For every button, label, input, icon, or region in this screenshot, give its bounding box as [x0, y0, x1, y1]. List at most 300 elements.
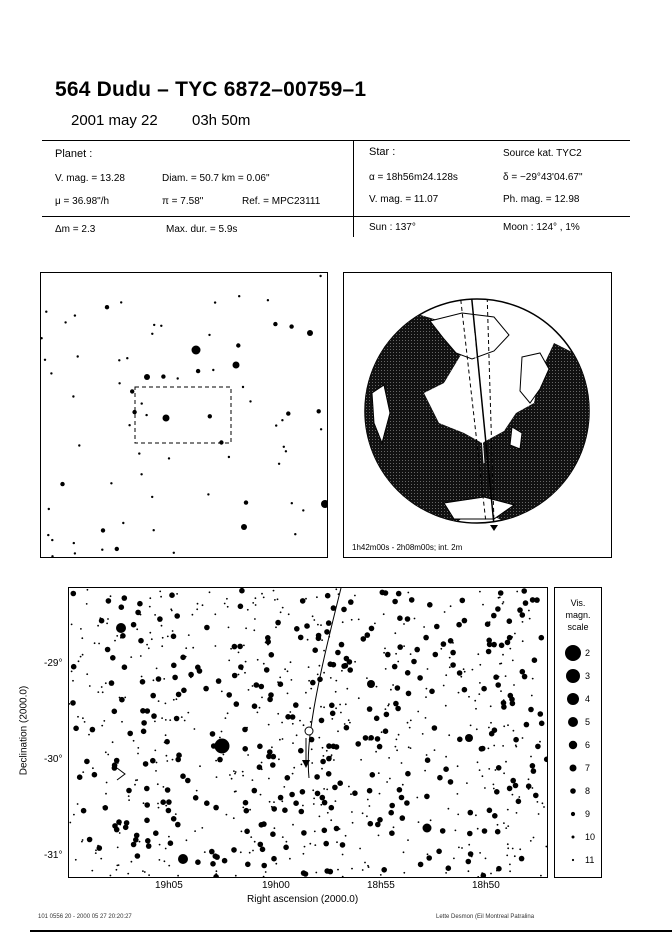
background-star [166, 799, 172, 805]
background-star [393, 826, 395, 828]
background-star [223, 754, 225, 756]
background-star [516, 799, 522, 805]
background-star [507, 809, 509, 811]
background-star [309, 843, 311, 845]
background-star [153, 830, 159, 836]
background-star [261, 762, 263, 764]
background-star [285, 775, 291, 781]
background-star [241, 831, 243, 833]
background-star [208, 414, 212, 418]
background-star [207, 493, 209, 495]
background-star [82, 654, 84, 656]
background-star [238, 664, 244, 670]
background-star [383, 728, 389, 734]
background-star [120, 301, 122, 303]
background-star [290, 661, 292, 663]
background-star [259, 707, 261, 709]
background-star [507, 618, 513, 624]
background-star [443, 766, 449, 772]
background-star [351, 811, 353, 813]
background-star [236, 343, 240, 347]
background-star [279, 677, 281, 679]
background-star [516, 812, 518, 814]
background-star [257, 659, 259, 661]
background-star [140, 614, 142, 616]
background-star [102, 691, 104, 693]
background-star [101, 725, 103, 727]
background-star [381, 867, 387, 873]
scale-dots [555, 588, 601, 877]
background-star [130, 389, 134, 393]
background-star [396, 591, 402, 597]
background-star [121, 721, 123, 723]
background-star [197, 603, 199, 605]
event-date: 2001 may 22 [71, 112, 158, 129]
background-star [528, 778, 530, 780]
background-star [271, 765, 273, 767]
background-star [294, 533, 296, 535]
background-star [308, 666, 310, 668]
background-star [392, 599, 398, 605]
background-star [263, 876, 265, 877]
background-star [141, 720, 147, 726]
background-star [518, 796, 520, 798]
background-star [395, 706, 401, 712]
background-star [221, 691, 223, 693]
background-star [422, 733, 424, 735]
background-star [496, 866, 502, 872]
background-star [331, 754, 333, 756]
background-star [475, 814, 477, 816]
background-star [352, 822, 354, 824]
background-star [202, 604, 204, 606]
background-star [374, 623, 376, 625]
background-star [213, 805, 219, 811]
globe-caption: 1h42m00s - 2h08m00s; int. 2m [352, 543, 463, 552]
background-star [417, 675, 423, 681]
background-star [177, 875, 179, 877]
background-star [317, 409, 321, 413]
background-star [397, 644, 403, 650]
background-star [226, 692, 232, 698]
background-star [244, 829, 250, 835]
scale-label: 8 [585, 786, 591, 796]
background-star [523, 600, 529, 606]
background-star [235, 875, 237, 877]
background-star [227, 606, 229, 608]
background-star [392, 664, 398, 670]
background-star [123, 825, 129, 831]
background-star [72, 680, 74, 682]
background-star [274, 827, 276, 829]
background-star [253, 629, 255, 631]
background-star [305, 598, 307, 600]
background-star [293, 702, 299, 708]
background-star [294, 626, 300, 632]
background-star [364, 862, 366, 864]
background-star [290, 714, 296, 720]
background-star [238, 674, 240, 676]
background-star [144, 786, 150, 792]
background-star [495, 769, 497, 771]
background-star [242, 746, 248, 752]
background-star [209, 591, 211, 593]
background-star [237, 644, 243, 650]
background-star [410, 653, 412, 655]
background-star [308, 626, 310, 628]
star-chart [68, 587, 548, 878]
background-star [383, 652, 385, 654]
background-star [457, 670, 463, 676]
background-star [443, 685, 445, 687]
background-star [388, 757, 390, 759]
background-star [159, 859, 161, 861]
background-star [398, 734, 400, 736]
background-star [268, 692, 274, 698]
background-star [493, 788, 495, 790]
background-star [462, 687, 468, 693]
background-star [285, 450, 287, 452]
background-star [468, 870, 470, 872]
background-star [324, 629, 330, 635]
background-star [287, 670, 289, 672]
scale-title-1: Vis. [570, 598, 586, 608]
scale-dot [567, 693, 579, 705]
background-star [165, 734, 167, 736]
background-star [151, 638, 153, 640]
background-star [488, 748, 490, 750]
background-star [73, 542, 75, 544]
background-star [395, 746, 397, 748]
background-star [358, 697, 360, 699]
background-star [261, 697, 263, 699]
background-star [312, 615, 314, 617]
background-star [345, 835, 347, 837]
background-star [389, 831, 391, 833]
background-star [275, 863, 277, 865]
background-star [533, 793, 539, 799]
background-star [368, 821, 374, 827]
background-star [377, 744, 383, 750]
background-star [279, 739, 281, 741]
background-star [472, 669, 474, 671]
background-star [507, 825, 509, 827]
star-vmag: V. mag. = 11.07 [369, 194, 439, 205]
background-star [517, 607, 523, 613]
background-star [195, 859, 201, 865]
background-star [520, 669, 526, 675]
background-star [249, 809, 251, 811]
background-star [313, 798, 315, 800]
background-star [338, 593, 340, 595]
background-star [226, 814, 228, 816]
background-star [503, 822, 505, 824]
background-star [458, 692, 460, 694]
background-star [180, 773, 186, 779]
background-star [254, 682, 260, 688]
background-star [456, 622, 462, 628]
background-star [87, 589, 89, 591]
background-star [184, 720, 186, 722]
background-star [384, 648, 386, 650]
background-star [521, 588, 527, 594]
background-star [409, 727, 411, 729]
background-star [299, 809, 305, 815]
background-star [288, 613, 290, 615]
background-star [224, 603, 226, 605]
background-star [337, 869, 339, 871]
background-star [478, 693, 480, 695]
background-star [234, 773, 236, 775]
background-star [130, 656, 132, 658]
background-star [301, 830, 307, 836]
background-star [463, 668, 465, 670]
background-star [263, 597, 265, 599]
background-star [513, 684, 515, 686]
background-star [99, 618, 105, 624]
background-star [500, 690, 502, 692]
background-star [374, 716, 380, 722]
finder-bright-star [233, 362, 240, 369]
background-star [532, 787, 534, 789]
background-star [148, 647, 150, 649]
background-star [60, 482, 64, 486]
background-star [425, 757, 431, 763]
background-star [379, 793, 381, 795]
background-star [274, 599, 276, 601]
background-star [77, 803, 79, 805]
background-star [417, 711, 419, 713]
background-star [498, 597, 500, 599]
background-star [354, 661, 356, 663]
background-star [140, 473, 142, 475]
background-star [457, 793, 459, 795]
background-star [140, 655, 142, 657]
background-star [249, 400, 251, 402]
background-star [116, 865, 118, 867]
background-star [44, 359, 46, 361]
background-star [481, 873, 487, 877]
background-star [226, 598, 228, 600]
background-star [493, 674, 499, 680]
background-star [495, 682, 501, 688]
background-star [110, 875, 112, 877]
background-star [165, 805, 167, 807]
background-star [232, 644, 238, 650]
background-star [506, 855, 508, 857]
background-star [216, 858, 218, 860]
background-star [355, 741, 361, 747]
star-source-catalog: Source kat. TYC2 [503, 148, 582, 159]
background-star [135, 779, 137, 781]
background-star [477, 761, 479, 763]
background-star [488, 768, 490, 770]
background-star [292, 742, 294, 744]
star-right-ascension: α = 18h56m24.128s [369, 172, 458, 183]
background-star [326, 620, 332, 626]
background-star [342, 621, 344, 623]
background-star [204, 851, 206, 853]
earth-map-panel [343, 272, 612, 558]
background-star [146, 644, 148, 646]
moon-info: Moon : 124° , 1% [503, 222, 580, 233]
background-star [204, 625, 210, 631]
background-star [155, 770, 157, 772]
background-star [228, 627, 230, 629]
background-star [140, 679, 146, 685]
background-star [118, 382, 120, 384]
background-star [389, 778, 391, 780]
background-star [515, 746, 517, 748]
background-star [289, 324, 293, 328]
background-star [252, 685, 254, 687]
background-star [414, 618, 416, 620]
background-star [268, 724, 270, 726]
background-star [277, 598, 279, 600]
background-star [128, 424, 130, 426]
background-star [503, 601, 505, 603]
background-star [252, 779, 254, 781]
background-star [323, 672, 325, 674]
background-star [345, 703, 347, 705]
background-star [229, 774, 231, 776]
background-star [390, 689, 392, 691]
background-star [160, 325, 162, 327]
background-star [513, 737, 519, 743]
background-star [80, 628, 82, 630]
background-star [479, 769, 481, 771]
background-star [522, 640, 524, 642]
background-star [320, 428, 322, 430]
event-title: 564 Dudu – TYC 6872–00759–1 [55, 78, 367, 101]
background-star [172, 759, 174, 761]
path-direction-arrow [490, 525, 498, 531]
background-star [319, 665, 321, 667]
background-star [502, 603, 504, 605]
background-star [302, 509, 304, 511]
background-star [327, 812, 329, 814]
background-star [323, 755, 325, 757]
background-star [396, 739, 398, 741]
background-star [301, 764, 303, 766]
background-star [154, 750, 156, 752]
background-star [493, 784, 495, 786]
background-star [238, 652, 240, 654]
background-star [260, 847, 266, 853]
background-star [497, 824, 499, 826]
background-star [365, 632, 371, 638]
background-star [404, 800, 410, 806]
background-star [492, 727, 498, 733]
planet-vmag: V. mag. = 13.28 [55, 173, 125, 184]
background-star [293, 800, 299, 806]
background-star [188, 672, 194, 678]
background-star [132, 625, 134, 627]
background-star [97, 691, 99, 693]
background-star [352, 790, 358, 796]
background-star [281, 419, 283, 421]
background-star [126, 357, 128, 359]
background-star [434, 749, 436, 751]
background-star [282, 836, 284, 838]
background-star [335, 680, 337, 682]
background-star [358, 619, 360, 621]
background-star [539, 635, 545, 641]
finder-bright-star [241, 524, 247, 530]
background-star [343, 663, 349, 669]
background-star [438, 778, 440, 780]
background-star [247, 754, 249, 756]
background-star [278, 463, 280, 465]
chart-bright-star [215, 739, 230, 754]
background-star [107, 618, 109, 620]
background-star [315, 872, 317, 874]
background-star [247, 609, 249, 611]
background-star [166, 755, 168, 757]
background-star [232, 673, 238, 679]
background-star [138, 638, 144, 644]
background-star [313, 619, 315, 621]
background-star [396, 749, 398, 751]
background-star [45, 311, 47, 313]
background-star [533, 837, 535, 839]
background-star [169, 592, 175, 598]
background-star [486, 638, 492, 644]
background-star [466, 782, 468, 784]
background-star [366, 677, 368, 679]
background-star [222, 858, 228, 864]
background-star [158, 700, 160, 702]
background-star [403, 645, 405, 647]
background-star [267, 749, 273, 755]
background-star [450, 650, 456, 656]
background-star [228, 456, 230, 458]
background-star [403, 851, 405, 853]
background-star [105, 305, 109, 309]
background-star [351, 868, 353, 870]
background-star [160, 799, 166, 805]
background-star [458, 847, 460, 849]
background-star [101, 686, 103, 688]
background-star [106, 598, 112, 604]
background-star [397, 615, 403, 621]
background-star [505, 640, 511, 646]
background-star [98, 643, 100, 645]
background-star [403, 623, 405, 625]
background-star [122, 664, 128, 670]
background-star [299, 720, 301, 722]
background-star [144, 802, 150, 808]
background-star [162, 637, 164, 639]
background-star [532, 678, 534, 680]
background-star [432, 725, 438, 731]
background-star [138, 452, 140, 454]
background-star [330, 711, 336, 717]
background-star [89, 685, 91, 687]
background-star [514, 855, 516, 857]
background-star [418, 862, 424, 868]
background-star [153, 529, 155, 531]
background-star [166, 760, 168, 762]
background-star [427, 668, 429, 670]
background-star [424, 770, 426, 772]
background-star [261, 593, 263, 595]
background-star [131, 842, 137, 848]
scale-dot [570, 765, 577, 772]
background-star [545, 846, 547, 848]
background-star [337, 780, 343, 786]
background-star [116, 635, 118, 637]
